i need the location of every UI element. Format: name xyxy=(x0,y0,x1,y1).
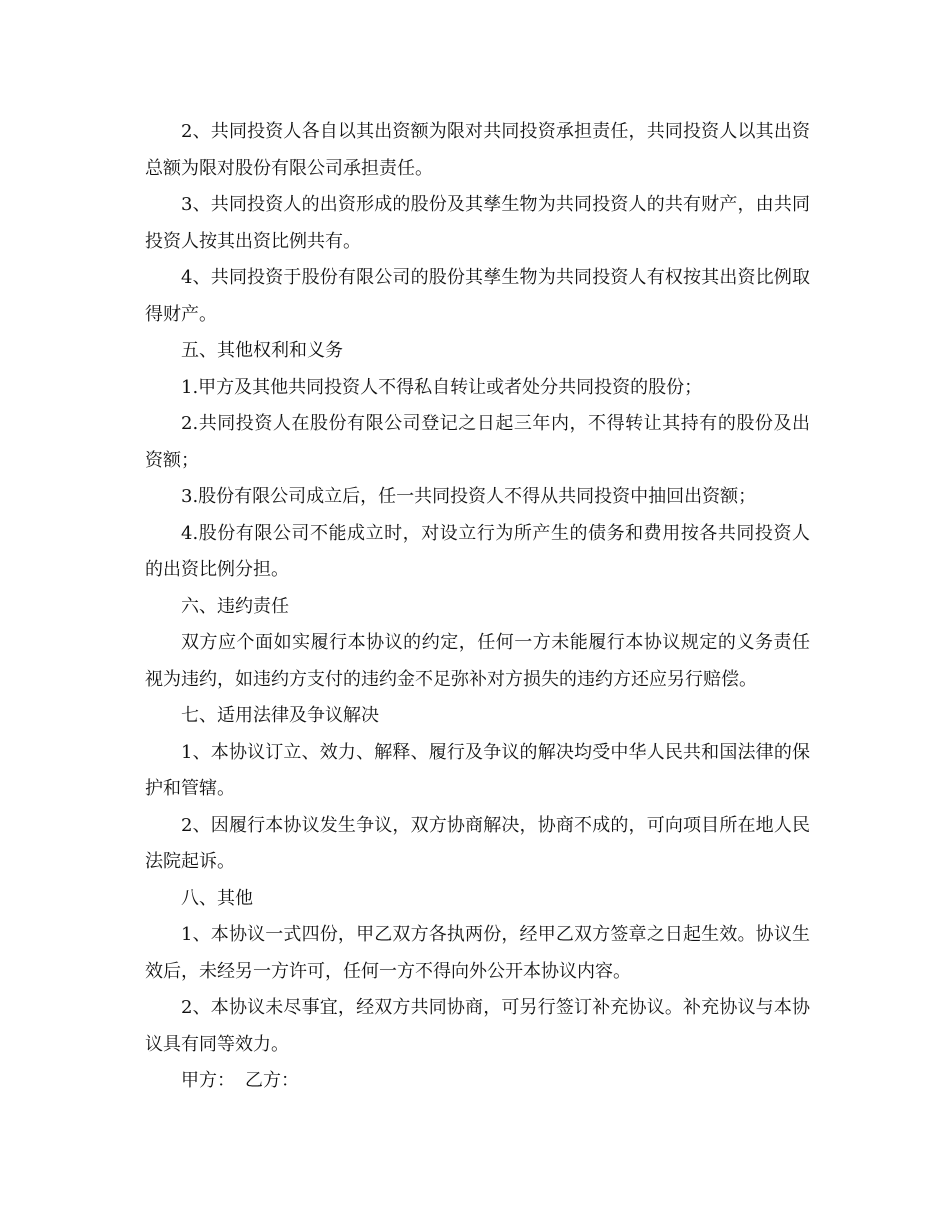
clause-4-4: 4、共同投资于股份有限公司的股份其孳生物为共同投资人有权按其出资比例取得财产。 xyxy=(145,267,810,325)
section-heading-5: 五、其他权利和义务 xyxy=(181,340,343,361)
clause-8-1: 1、本协议一式四份，甲乙双方各执两份，经甲乙双方签章之日起生效。协议生效后，未经另一方许可，任何一方不得向外公开本协议内容。 xyxy=(145,924,810,982)
signature-line xyxy=(145,1063,810,1100)
section-heading-7: 七、适用法律及争议解决 xyxy=(181,705,379,726)
clause-5-3: 3.股份有限公司成立后，任一共同投资人不得从共同投资中抽回出资额； xyxy=(181,486,757,507)
section-heading-8: 八、其他 xyxy=(181,887,253,909)
clause-5-4: 4.股份有限公司不能成立时，对设立行为所产生的债务和费用按各共同投资人的出资比例分担。 xyxy=(145,522,810,580)
clause-4-3: 3、共同投资人的出资形成的股份及其孳生物为共同投资人的共有财产，由共同投资人按其出资比例共有。 xyxy=(145,194,810,252)
clause-8-2: 2、本协议未尽事宜，经双方共同协商，可另行签订补充协议。补充协议与本协议具有同等效力。 xyxy=(145,997,810,1055)
clause-5-2: 2.共同投资人在股份有限公司登记之日起三年内，不得转让其持有的股份及出资额； xyxy=(145,413,810,471)
party-a-label: 甲方： xyxy=(181,1070,235,1091)
clause-7-1: 1、本协议订立、效力、解释、履行及争议的解决均受中华人民共和国法律的保护和管辖。 xyxy=(145,741,810,799)
clause-6-body: 双方应个面如实履行本协议的约定，任何一方未能履行本协议规定的义务责任视为违约，如违约方支付的违约金不足弥补对方损失的违约方还应另行赔偿。 xyxy=(145,632,810,690)
section-heading-6: 六、违约责任 xyxy=(181,595,289,617)
document-body xyxy=(145,114,810,1100)
party-b-label: 乙方： xyxy=(245,1070,299,1091)
clause-5-1: 1.甲方及其他共同投资人不得私自转让或者处分共同投资的股份； xyxy=(181,376,703,398)
clause-4-2: 2、共同投资人各自以其出资额为限对共同投资承担责任，共同投资人以其出资总额为限对股份有限公司承担责任。 xyxy=(145,121,810,179)
clause-7-2: 2、因履行本协议发生争议，双方协商解决，协商不成的，可向项目所在地人民法院起诉。 xyxy=(145,814,810,872)
